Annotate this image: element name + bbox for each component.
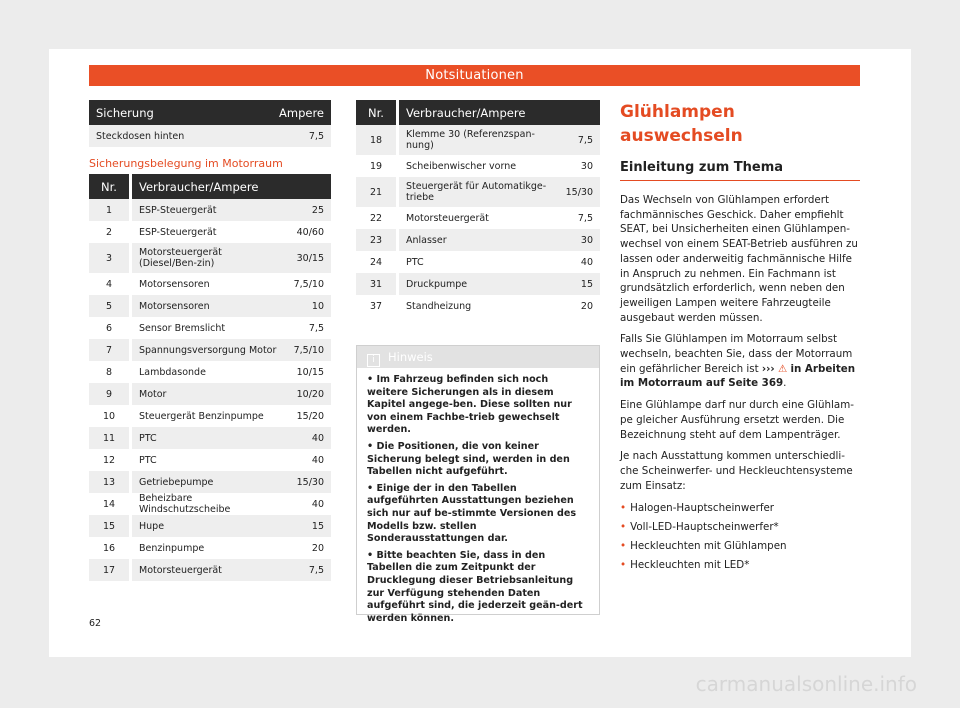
hint-item-text: Bitte beachten Sie, dass in den Tabellen die zum Zeitpunkt der Drucklegung dieser Betriebsanleitung zur Verfügung stehenden Daten aufgeführt sind, die jederzeit geän-dert werden können.: [367, 549, 583, 624]
table-cell: 5: [89, 295, 131, 317]
table-cell: 9: [89, 383, 131, 405]
hint-item-text: Im Fahrzeug befinden sich noch weitere Sicherungen als in diesem Kapitel angege-ben. Diese sollten nur von einem Fachbe-trieb gewechselt werden.: [367, 374, 572, 436]
info-icon: i: [367, 354, 380, 367]
hint-item-text: Die Positionen, die von keiner Sicherung belegt sind, werden in den Tabellen nicht aufgeführt.: [367, 440, 570, 478]
table-row: [89, 405, 331, 427]
table-cell: 30: [559, 155, 600, 177]
list-item: • Heckleuchten mit Glühlampen: [620, 537, 860, 556]
table-cell: 40: [287, 427, 331, 449]
watermark: carmanualsonline.info: [695, 672, 917, 696]
table-cell: ESP-Steuergerät: [131, 221, 287, 243]
table-row: [89, 559, 331, 581]
table-cell: 40: [559, 251, 600, 273]
table-cell: 30: [559, 229, 600, 251]
subsection-title: Sicherungsbelegung im Motorraum: [89, 157, 283, 170]
table-cell: Druckpumpe: [398, 273, 559, 295]
table-row: [89, 317, 331, 339]
table-cell: 18: [356, 125, 398, 155]
table-cell: 24: [356, 251, 398, 273]
table-cell: 7,5/10: [287, 273, 331, 295]
table-row: [89, 471, 331, 493]
table-row: [89, 449, 331, 471]
hint-item: • Einige der in den Tabellen aufgeführten Ausstattungen beziehen sich nur auf be-stimmte Versionen des Modells bzw. stellen Sonderausstattungen dar.: [367, 482, 577, 545]
list-item: • Heckleuchten mit LED*: [620, 556, 860, 575]
table-row: [89, 295, 331, 317]
table-cell: Benzinpumpe: [131, 537, 287, 559]
table-cell: 8: [89, 361, 131, 383]
paragraph: Eine Glühlampe darf nur durch eine Glühlam-pe gleicher Ausführung ersetzt werden. Die Bezeichnung steht auf dem Lampenträger.: [620, 399, 854, 441]
table-row: [89, 361, 331, 383]
table-row: [89, 125, 331, 147]
cross-ref-arrows: ›››: [761, 362, 775, 375]
table-cell: Motorsensoren: [131, 273, 287, 295]
table-row: [89, 537, 331, 559]
paragraph: Das Wechseln von Glühlampen erfordert fachmännisches Geschick. Daher empfiehlt SEAT, bei Unsicherheiten einen Glühlampen-wechsel von einem SEAT-Betrieb ausführen zu lassen oder anderweitig fachmännische Hilfe in Anspruch zu nehmen. Ein Fachmann ist grundsätzlich erforderlich, wenn neben den jeweiligen Lampen weitere Fahrzeugteile ausgebaut werden müssen.: [620, 194, 858, 324]
fuse-table-engine-cont: [356, 100, 600, 317]
warning-icon: ⚠: [777, 362, 788, 375]
hint-title: Hinweis: [388, 350, 433, 364]
paragraph-end: .: [783, 377, 787, 390]
table-cell: PTC: [131, 427, 287, 449]
table-row: [89, 243, 331, 273]
table-cell: 7,5/10: [287, 339, 331, 361]
table-cell: 15: [559, 273, 600, 295]
table-cell: 21: [356, 177, 398, 207]
table-cell: Steuergerät Benzinpumpe: [131, 405, 287, 427]
table-cell: 23: [356, 229, 398, 251]
table-cell: Klemme 30 (Referenzspan-nung): [398, 125, 559, 155]
table-row: [356, 177, 600, 207]
table-cell: 19: [356, 155, 398, 177]
table-cell: Motor: [131, 383, 287, 405]
hint-body: [357, 368, 599, 625]
table-row: [356, 273, 600, 295]
table-cell: 15/20: [287, 405, 331, 427]
table-cell: 40/60: [287, 221, 331, 243]
table-cell: 10/20: [287, 383, 331, 405]
table-cell: 1: [89, 199, 131, 221]
table-row: [89, 493, 331, 515]
table-cell: 20: [287, 537, 331, 559]
table-row: [89, 199, 331, 221]
table-cell: Getriebepumpe: [131, 471, 287, 493]
cross-ref-link[interactable]: in Arbeiten im Motorraum auf Seite 369: [620, 362, 856, 390]
fuse-table-top: [89, 100, 331, 147]
hint-item-text: Einige der in den Tabellen aufgeführten Ausstattungen beziehen sich nur auf be-stimmte Versionen des Modells bzw. stellen Sonderausstattungen dar.: [367, 482, 577, 545]
page-title: Glühlampen auswechseln: [620, 102, 743, 146]
table-cell: 12: [89, 449, 131, 471]
table-cell: 7,5: [559, 207, 600, 229]
table-cell: 31: [356, 273, 398, 295]
fuse-table-engine: [89, 174, 331, 581]
table-cell: Beheizbare Windschutzscheibe: [131, 493, 287, 515]
hint-item: • Im Fahrzeug befinden sich noch weitere Sicherungen als in diesem Kapitel angege-ben. Diese sollten nur von einem Fachbe-trieb gewechselt werden.: [367, 374, 572, 436]
table-cell: 7,5: [559, 125, 600, 155]
table-row: [89, 515, 331, 537]
right-column: [620, 100, 860, 575]
table-cell: 15: [89, 515, 131, 537]
hint-item: • Bitte beachten Sie, dass in den Tabellen die zum Zeitpunkt der Drucklegung dieser Betriebsanleitung zur Verfügung stehenden Daten aufgeführt sind, die jederzeit geän-dert werden können.: [367, 549, 583, 624]
table-row: [89, 273, 331, 295]
table-cell: Steckdosen hinten: [89, 125, 242, 147]
col-header-nr: Nr.: [356, 100, 398, 125]
col-header-consumer: Verbraucher/Ampere: [398, 100, 601, 125]
table-cell: Sensor Bremslicht: [131, 317, 287, 339]
table-cell: Lambdasonde: [131, 361, 287, 383]
table-cell: 4: [89, 273, 131, 295]
table-cell: Motorsteuergerät (Diesel/Ben-zin): [131, 243, 287, 273]
table-cell: PTC: [398, 251, 559, 273]
table-row: [89, 339, 331, 361]
table-cell: 15/30: [559, 177, 600, 207]
col-header-consumer: Verbraucher/Ampere: [131, 174, 332, 199]
table-cell: 7,5: [287, 317, 331, 339]
table-cell: ESP-Steuergerät: [131, 199, 287, 221]
table-row: [356, 229, 600, 251]
table-row: [356, 125, 600, 155]
table-cell: PTC: [131, 449, 287, 471]
list-item: • Halogen-Hauptscheinwerfer: [620, 499, 860, 518]
table-cell: Steuergerät für Automatikge-triebe: [398, 177, 559, 207]
table-cell: 10: [287, 295, 331, 317]
bullet-list: [620, 499, 860, 575]
table-cell: 40: [287, 493, 331, 515]
table-cell: 7,5: [287, 559, 331, 581]
table-cell: 17: [89, 559, 131, 581]
col-header-fuse: Sicherung: [89, 100, 242, 125]
table-cell: Spannungsversorgung Motor: [131, 339, 287, 361]
table-cell: 2: [89, 221, 131, 243]
table-row: [89, 221, 331, 243]
table-cell: 7,5: [242, 125, 331, 147]
table-cell: 22: [356, 207, 398, 229]
paragraph: [620, 332, 860, 391]
hint-header: [357, 346, 599, 368]
table-cell: 15/30: [287, 471, 331, 493]
hint-box: [356, 345, 600, 624]
paragraph: Je nach Ausstattung kommen unterschiedli-che Scheinwerfer- und Heckleuchtensysteme zum Einsatz:: [620, 450, 853, 492]
table-cell: Motorsteuergerät: [131, 559, 287, 581]
section-subtitle: Einleitung zum Thema: [620, 160, 860, 181]
table-row: [356, 155, 600, 177]
table-cell: 30/15: [287, 243, 331, 273]
table-cell: Scheibenwischer vorne: [398, 155, 559, 177]
table-cell: 15: [287, 515, 331, 537]
page-number: 62: [89, 618, 102, 629]
section-header: Notsituationen: [89, 65, 860, 86]
table-cell: 13: [89, 471, 131, 493]
table-cell: Motorsensoren: [131, 295, 287, 317]
hint-item: • Die Positionen, die von keiner Sicherung belegt sind, werden in den Tabellen nicht aufgeführt.: [367, 440, 570, 478]
table-cell: 20: [559, 295, 600, 317]
table-row: [89, 383, 331, 405]
table-cell: Hupe: [131, 515, 287, 537]
table-cell: Standheizung: [398, 295, 559, 317]
table-cell: 10/15: [287, 361, 331, 383]
table-cell: 7: [89, 339, 131, 361]
table-cell: 11: [89, 427, 131, 449]
paragraph-text: Falls Sie Glühlampen im Motorraum selbst wechseln, beachten Sie, dass der Motorraum ein gefährlicher Bereich ist: [620, 333, 853, 375]
table-cell: 40: [287, 449, 331, 471]
list-item: • Voll-LED-Hauptscheinwerfer*: [620, 518, 860, 537]
col-header-nr: Nr.: [89, 174, 131, 199]
table-cell: 37: [356, 295, 398, 317]
table-cell: 16: [89, 537, 131, 559]
table-cell: 6: [89, 317, 131, 339]
table-row: [356, 207, 600, 229]
table-cell: 14: [89, 493, 131, 515]
table-row: [356, 251, 600, 273]
table-cell: 3: [89, 243, 131, 273]
table-cell: 10: [89, 405, 131, 427]
col-header-ampere: Ampere: [242, 100, 331, 125]
table-cell: Motorsteuergerät: [398, 207, 559, 229]
table-cell: 25: [287, 199, 331, 221]
table-row: [356, 295, 600, 317]
table-cell: Anlasser: [398, 229, 559, 251]
table-row: [89, 427, 331, 449]
